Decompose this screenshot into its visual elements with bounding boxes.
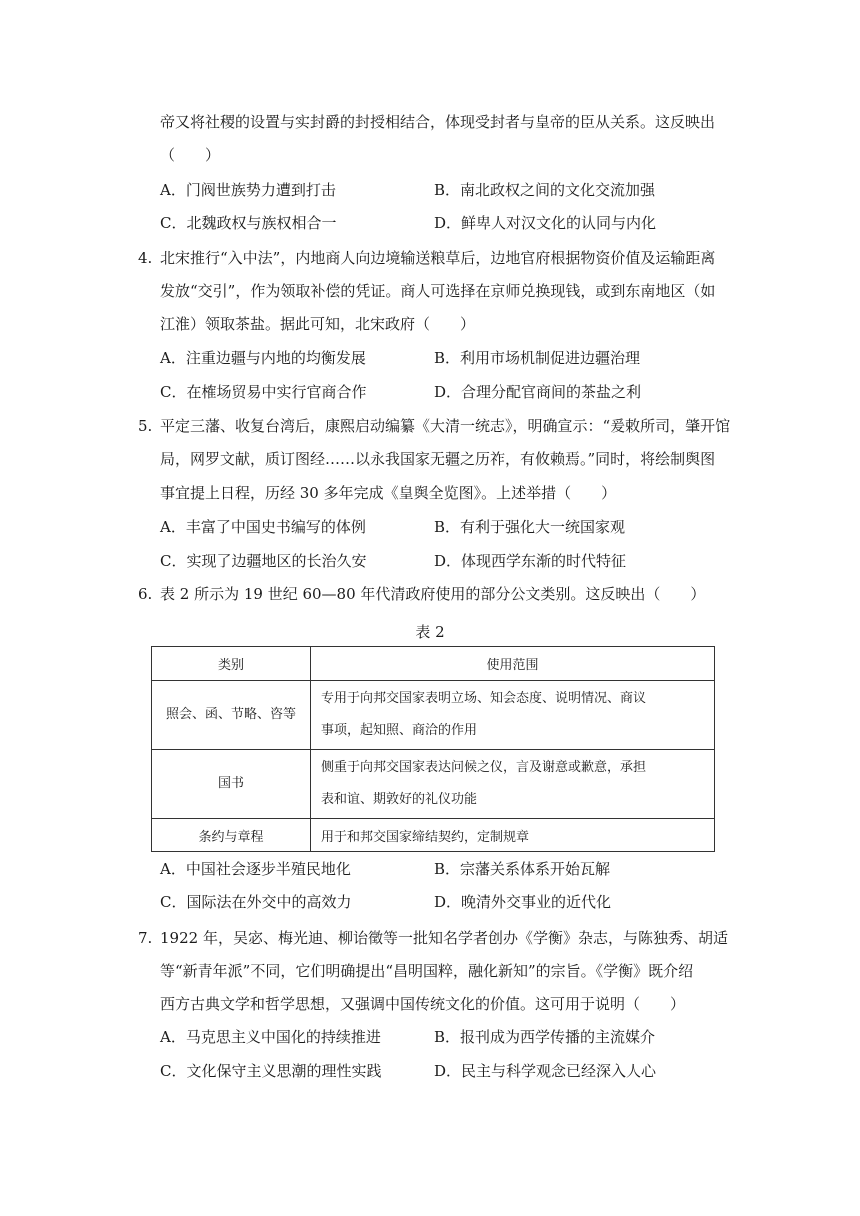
q7-option-a: A．马克思主义中国化的持续推进 xyxy=(160,1028,381,1046)
table-cell-usage: 侧重于向邦交国家表达问候之仪，言及谢意或歉意，承担 表和谊、期敦好的礼仪功能 xyxy=(311,750,715,819)
q3-option-d: D．鲜卑人对汉文化的认同与内化 xyxy=(434,214,657,232)
q7-option-d: D．民主与科学观念已经深入人心 xyxy=(434,1062,657,1080)
q6-option-d: D．晚清外交事业的近代化 xyxy=(434,893,612,911)
q5-option-c: C．实现了边疆地区的长治久安 xyxy=(160,552,367,570)
table-header-category: 类别 xyxy=(152,647,311,681)
table-cell-category: 国书 xyxy=(152,750,311,819)
q4-stem-line-2: 发放“交引”，作为领取补偿的凭证。商人可选择在京师兑换现钱，或到东南地区（如 xyxy=(160,282,716,300)
q5-stem-line-3: 事宜提上日程，历经 30 多年完成《皇舆全览图》。上述举措（ ） xyxy=(160,484,617,502)
table-cell-category: 条约与章程 xyxy=(152,819,311,852)
q3-option-c: C．北魏政权与族权相合一 xyxy=(160,214,337,232)
q4-number: 4. xyxy=(138,249,153,267)
q4-stem-line-1: 北宋推行“入中法”，内地商人向边境输送粮草后，边地官府根据物资价值及运输距离 xyxy=(160,249,716,267)
q4-option-b: B．利用市场机制促进边疆治理 xyxy=(434,349,641,367)
table-row xyxy=(152,681,715,750)
q7-stem-line-3: 西方古典文学和哲学思想，又强调中国传统文化的价值。这可用于说明（ ） xyxy=(160,995,686,1013)
table-row xyxy=(152,819,715,852)
q7-stem-line-2: 等“新青年派”不同，它们明确提出“昌明国粹，融化新知”的宗旨。《学衡》既介绍 xyxy=(160,962,694,980)
table-header-row xyxy=(152,647,715,681)
q4-option-c: C．在榷场贸易中实行官商合作 xyxy=(160,383,367,401)
q5-stem-line-2: 局，网罗文献，质订图经……以永我国家无疆之历祚，有攸赖焉。”同时，将绘制舆图 xyxy=(160,450,716,468)
q4-option-d: D．合理分配官商间的茶盐之利 xyxy=(434,383,642,401)
q4-stem-line-3: 江淮）领取茶盐。据此可知，北宋政府（ ） xyxy=(160,315,476,333)
table-cell-usage: 专用于向邦交国家表明立场、知会态度、说明情况、商议 事项，起知照、商洽的作用 xyxy=(311,681,715,750)
table-title: 表 2 xyxy=(415,623,445,641)
q7-option-c: C．文化保守主义思潮的理性实践 xyxy=(160,1062,382,1080)
table-row xyxy=(152,750,715,819)
q7-number: 7. xyxy=(138,929,153,947)
q5-option-d: D．体现西学东渐的时代特征 xyxy=(434,552,627,570)
q3-option-a: A．门阀世族势力遭到打击 xyxy=(160,181,336,199)
q6-stem-line: 表 2 所示为 19 世纪 60—80 年代清政府使用的部分公文类别。这反映出（ ） xyxy=(160,585,706,603)
q6-option-c: C．国际法在外交中的高效力 xyxy=(160,893,352,911)
q5-option-a: A．丰富了中国史书编写的体例 xyxy=(160,518,366,536)
q5-stem-line-1: 平定三藩、收复台湾后，康熙启动编纂《大清一统志》，明确宣示：“爰敕所司，肇开馆 xyxy=(160,417,731,435)
table-header-usage: 使用范围 xyxy=(311,647,715,681)
q3-stem-line: 帝又将社稷的设置与实封爵的封授相结合，体现受封者与皇帝的臣从关系。这反映出 xyxy=(160,113,716,131)
q4-option-a: A．注重边疆与内地的均衡发展 xyxy=(160,349,366,367)
q6-number: 6. xyxy=(138,585,153,603)
q7-stem-line-1: 1922 年，吴宓、梅光迪、柳诒徵等一批知名学者创办《学衡》杂志，与陈独秀、胡适 xyxy=(160,929,728,947)
table-cell-usage: 用于和邦交国家缔结契约，定制规章 xyxy=(311,819,715,852)
q5-option-b: B．有利于强化大一统国家观 xyxy=(434,518,626,536)
q6-option-a: A．中国社会逐步半殖民地化 xyxy=(160,860,351,878)
table-cell-category: 照会、函、节略、咨等 xyxy=(152,681,311,750)
q7-option-b: B．报刊成为西学传播的主流媒介 xyxy=(434,1028,656,1046)
q5-number: 5. xyxy=(138,417,153,435)
q3-answer-paren: （ ） xyxy=(160,146,221,164)
q6-option-b: B．宗藩关系体系开始瓦解 xyxy=(434,860,611,878)
q3-option-b: B．南北政权之间的文化交流加强 xyxy=(434,181,656,199)
document-table xyxy=(151,646,715,852)
